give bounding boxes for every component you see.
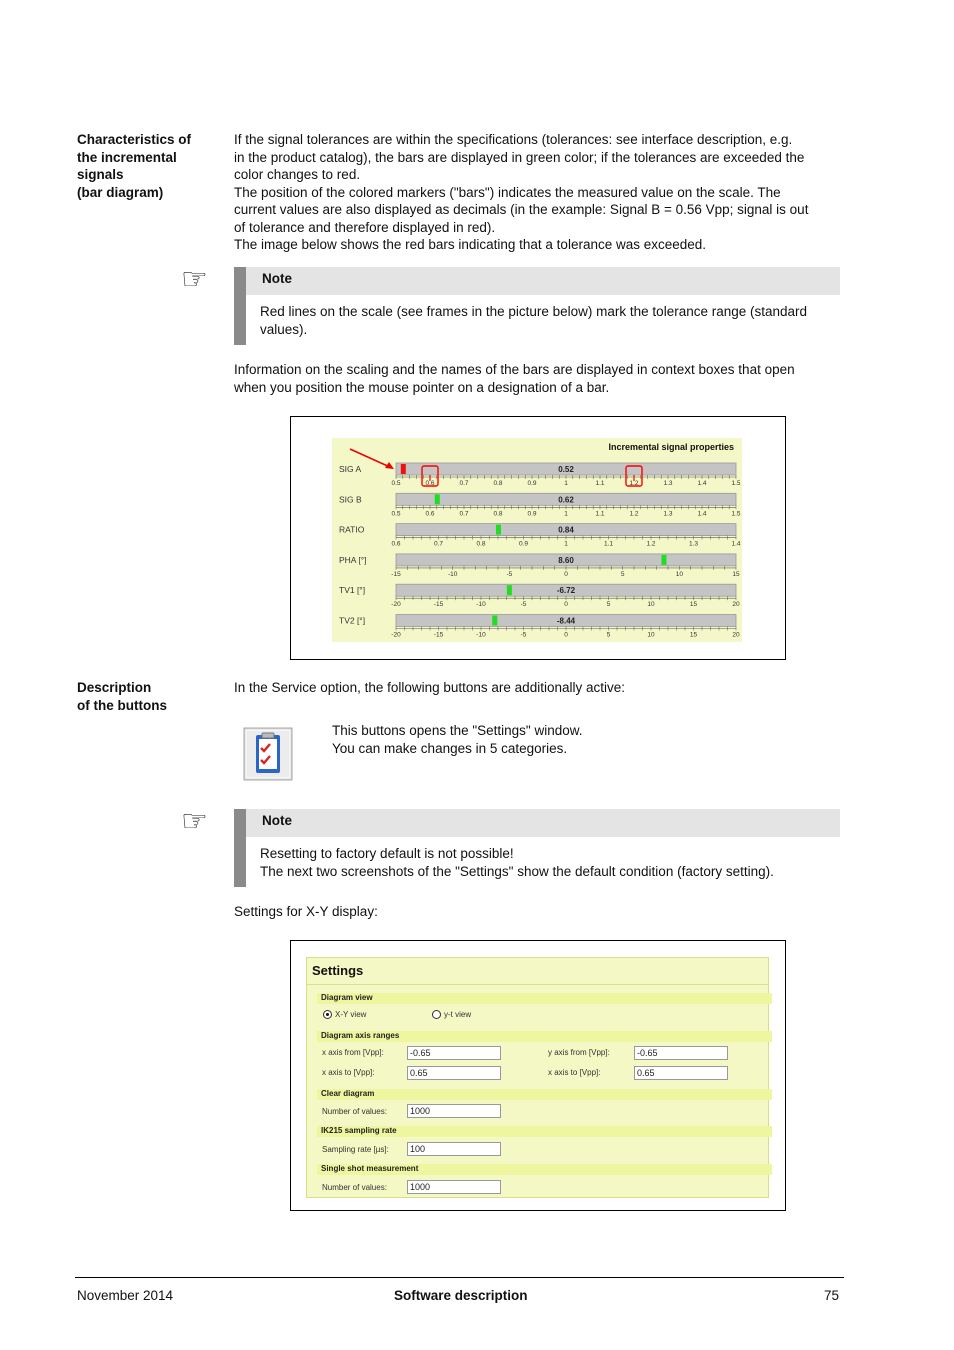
tick-label: 20: [732, 601, 740, 609]
info-text: Information on the scaling and the names of the bars are displayed in context boxes that open when you position the mouse pointer on a designation of a bar.: [234, 362, 795, 395]
tick-label: 0.9: [518, 540, 529, 548]
tick-label: 0: [564, 631, 568, 639]
signal-marker: [435, 494, 440, 504]
note-title-bar: [246, 267, 840, 295]
tick-label: 0.6: [425, 480, 435, 487]
tick-label: 1.2: [629, 510, 639, 518]
footer-date: November 2014: [77, 1288, 174, 1303]
single-shot-label: Number of values:: [322, 1183, 387, 1192]
axis-ranges-header: Diagram axis ranges: [317, 1031, 772, 1042]
settings-button-description: This buttons opens the "Settings" window. You can make changes in 5 categories.: [332, 723, 583, 756]
tick-label: 1.4: [731, 540, 741, 548]
signal-label: SIG A: [339, 464, 362, 474]
tick-label: -10: [447, 570, 458, 578]
characteristics-text: If the signal tolerances are within the specifications (tolerances: see interface description, e.g. in the product catalog), the bars are displayed in green color; if the tolerances are exceeded the color changes to red. The position of the colored markers ("bars") indicates the measured value on the scale. The current values are also displayed as decimals (in the example: Signal B = 0.56 Vpp; signal is out of tolerance and therefore displayed in red). The image below shows the red bars indicating that a tolerance was exceeded.: [234, 132, 809, 252]
radio-selected-icon: [323, 1010, 332, 1019]
radio-yt-view[interactable]: y-t view: [432, 1010, 471, 1019]
tick-label: -20: [391, 631, 401, 639]
signal-marker: [492, 616, 497, 626]
footer-title: Software description: [394, 1288, 528, 1303]
signal-panel-title: Incremental signal properties: [608, 442, 734, 452]
clear-diagram-header: Clear diagram: [317, 1089, 772, 1100]
signal-value: 0.84: [558, 525, 574, 535]
settings-window: [306, 957, 769, 1198]
signal-properties-panel: [332, 438, 742, 642]
tick-label: 10: [647, 631, 655, 639]
tick-label: 0: [564, 570, 568, 578]
tick-label: 1.4: [697, 480, 707, 487]
tick-label: 0.8: [476, 540, 486, 548]
tick-label: 1: [564, 540, 568, 548]
divider: [307, 984, 768, 985]
tick-label: 1.2: [629, 480, 639, 487]
tick-label: 1.5: [731, 480, 741, 487]
signal-label: PHA [°]: [339, 554, 367, 565]
tick-label: -15: [391, 570, 401, 578]
tick-label: 10: [675, 570, 683, 578]
tick-label: 0.6: [425, 510, 435, 518]
tick-label: 1.3: [663, 480, 673, 487]
tick-label: 0.5: [391, 510, 401, 518]
tick-label: 5: [606, 631, 611, 639]
signal-label: TV2 [°]: [339, 615, 366, 626]
x-axis-to-input[interactable]: 0.65: [407, 1066, 501, 1080]
tick-label: 1.3: [688, 540, 699, 548]
x-axis-to-label: x axis to [Vpp]:: [322, 1068, 375, 1077]
settings-figure-frame: [290, 940, 786, 1211]
note-text: Resetting to factory default is not possible! The next two screenshots of the "Settings" show the default condition (factory setting).: [260, 846, 774, 879]
signal-marker: [507, 585, 512, 595]
tick-label: 0.9: [527, 510, 537, 518]
x-axis-from-input[interactable]: -0.65: [407, 1046, 501, 1060]
y-axis-to-input[interactable]: 0.65: [634, 1066, 728, 1080]
settings-title: Settings: [312, 963, 364, 978]
tick-label: 1: [564, 480, 568, 487]
tick-label: 15: [689, 601, 698, 609]
tick-label: 0.7: [459, 510, 469, 518]
single-shot-input[interactable]: 1000: [407, 1180, 501, 1194]
tick-label: 0.6: [391, 540, 401, 548]
signal-figure-frame: [290, 416, 786, 660]
tick-label: 5: [606, 601, 611, 609]
tick-label: -15: [433, 601, 444, 609]
y-axis-from-input[interactable]: -0.65: [634, 1046, 728, 1060]
signal-marker: [401, 464, 406, 474]
signal-marker: [661, 555, 666, 565]
tick-label: -5: [520, 631, 527, 639]
single-shot-header: Single shot measurement: [317, 1164, 772, 1175]
clear-number-input[interactable]: 1000: [407, 1104, 501, 1118]
tick-label: 0.5: [391, 480, 401, 487]
tick-label: 1.1: [595, 510, 605, 518]
tick-label: 20: [732, 631, 740, 639]
section-heading-buttons: Description of the buttons: [77, 680, 167, 713]
tick-label: 0.9: [527, 480, 537, 487]
tick-label: 1.1: [603, 540, 614, 548]
y-axis-from-label: y axis from [Vpp]:: [548, 1048, 610, 1057]
pointing-hand-icon: ☞: [181, 805, 208, 838]
tick-label: 0: [564, 601, 568, 609]
tick-label: -20: [391, 601, 401, 609]
footer-rule: [75, 1277, 844, 1278]
checklist-icon: [243, 727, 293, 781]
note-title-bar: [246, 809, 840, 837]
signal-marker: [496, 525, 501, 535]
buttons-intro: In the Service option, the following buttons are additionally active:: [234, 680, 625, 695]
page-number: 75: [824, 1288, 840, 1303]
tick-label: 1.2: [646, 540, 656, 548]
note-bar: [234, 267, 246, 345]
tick-label: 1.1: [595, 480, 605, 487]
tick-label: 1.5: [731, 510, 741, 518]
note-bar: [234, 809, 246, 887]
tick-label: -5: [520, 601, 527, 609]
tick-label: 1: [564, 510, 568, 518]
tick-label: 1.4: [697, 510, 707, 518]
tick-label: 0.7: [459, 480, 469, 487]
diagram-view-header: Diagram view: [317, 993, 772, 1004]
settings-caption: Settings for X-Y display:: [234, 904, 378, 919]
radio-xy-view[interactable]: X-Y view: [323, 1010, 366, 1019]
tick-label: -15: [433, 631, 444, 639]
tick-label: 5: [620, 570, 625, 578]
sampling-rate-input[interactable]: 100: [407, 1142, 501, 1156]
signal-value: -6.72: [556, 586, 576, 596]
section-heading-characteristics: Characteristics of the incremental signals (bar diagram): [77, 132, 192, 200]
signal-value: 0.62: [558, 495, 574, 505]
signal-value: 8.60: [558, 555, 574, 565]
note-title: Note: [262, 271, 292, 286]
clear-number-label: Number of values:: [322, 1107, 387, 1116]
tick-label: 0.8: [493, 480, 503, 487]
tick-label: 0.7: [433, 540, 444, 548]
tick-label: -10: [476, 601, 486, 609]
signal-label: RATIO: [339, 524, 365, 535]
signal-value: 0.52: [558, 465, 574, 474]
tick-label: 15: [689, 631, 698, 639]
settings-button[interactable]: [243, 727, 293, 781]
signal-bars: [332, 438, 742, 642]
tick-label: 0.8: [493, 510, 503, 518]
tick-label: 10: [647, 601, 655, 609]
signal-label: TV1 [°]: [339, 585, 366, 596]
note-title: Note: [262, 813, 292, 828]
tick-label: -5: [506, 570, 513, 578]
radio-unselected-icon: [432, 1010, 441, 1019]
pointing-hand-icon: ☞: [181, 263, 208, 296]
tick-label: 1.3: [663, 510, 673, 518]
tick-label: 15: [732, 570, 740, 578]
signal-value: -8.44: [556, 616, 576, 626]
note-text: Red lines on the scale (see frames in the picture below) mark the tolerance range (standard values).: [260, 304, 808, 337]
tick-label: -10: [476, 631, 486, 639]
x-axis-from-label: x axis from [Vpp]:: [322, 1048, 384, 1057]
y-axis-to-label: x axis to [Vpp]:: [548, 1068, 601, 1077]
sampling-rate-header: IK215 sampling rate: [317, 1126, 772, 1137]
sampling-rate-label: Sampling rate [µs]:: [322, 1145, 389, 1154]
signal-label: SIG B: [339, 494, 362, 505]
